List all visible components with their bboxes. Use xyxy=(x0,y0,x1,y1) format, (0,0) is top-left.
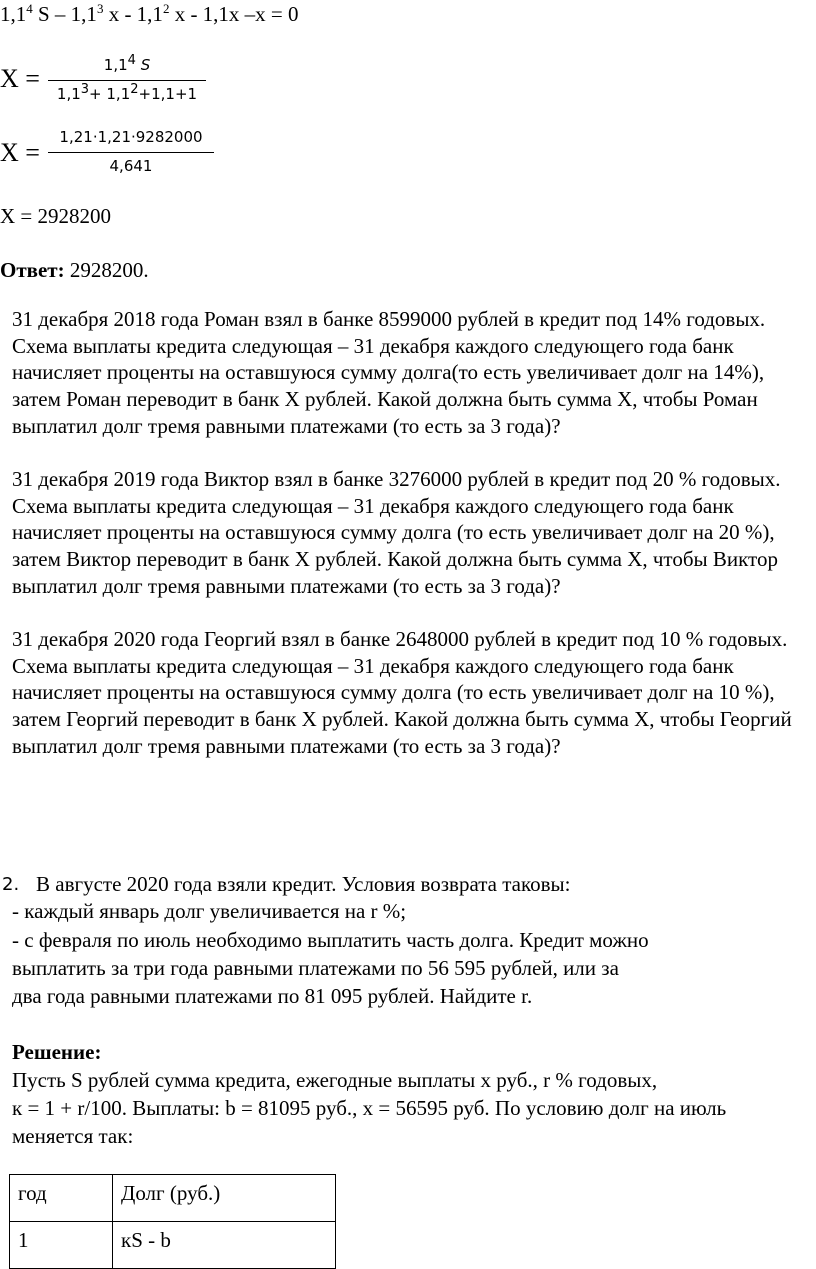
solution-line-3: меняется так: xyxy=(12,1124,134,1148)
problem-text-1: 31 декабря 2018 года Роман взял в банке 8599000 рублей в кредит под 14% годовых. Схема выплаты кредита следующая – 31 декабря каждого следующего года банк начисляет проценты на оставшуюся сумму долга(то есть увеличивает долг на 14%), затем Роман переводит в банк X рублей. Какой должна быть сумма X, чтобы Роман выплатил долг тремя равными платежами (то есть за 3 года)? xyxy=(12,307,766,438)
fraction-1-denominator: 1,13+ 1,12+1,1+1 xyxy=(56,82,198,103)
fraction-1-label: X = xyxy=(0,64,40,93)
fraction-1 xyxy=(48,53,206,103)
task-number: 2. xyxy=(2,874,20,895)
task-line-3: - с февраля по июль необходимо выплатить часть долга. Кредит можно xyxy=(12,928,649,952)
table-header-year: год xyxy=(10,1175,113,1222)
problem-text-2: 31 декабря 2019 года Виктор взял в банке 3276000 рублей в кредит под 20 % годовых. Схема выплаты кредита следующая – 31 декабря каждого следующего года банк начисляет проценты на оставшуюся сумму долга (то есть увеличивает долг на 20 %), затем Виктор переводит в банк X рублей. Какой должна быть сумма X, чтобы Виктор выплатил долг тремя равными платежами (то есть за 3 года)? xyxy=(12,467,781,598)
problem-text-3: 31 декабря 2020 года Георгий взял в банке 2648000 рублей в кредит под 10 % годовых. Схема выплаты кредита следующая – 31 декабря каждого следующего года банк начисляет проценты на оставшуюся сумму долга (то есть увеличивает долг на 10 %), затем Георгий переводит в банк X рублей. Какой должна быть сумма X, чтобы Георгий выплатил долг тремя равными платежами (то есть за 3 года)? xyxy=(12,627,792,758)
task-line-2: - каждый январь долг увеличивается на r %; xyxy=(12,899,407,923)
debt-table xyxy=(9,1174,336,1269)
table-row xyxy=(10,1222,336,1269)
solution-line-1: Пусть S рублей сумма кредита, ежегодные выплаты x руб., r % годовых, xyxy=(12,1068,658,1092)
fraction-2-label: X = xyxy=(0,138,40,167)
fraction-2-numerator: 1,21·1,21·9282000 xyxy=(59,128,203,146)
table-cell-debt: кS - b xyxy=(113,1222,336,1269)
task-line-4: выплатить за три года равными платежами по 56 595 рублей, или за xyxy=(12,956,619,980)
solution-line-2: к = 1 + r/100. Выплаты: b = 81095 руб., x = 56595 руб. По условию долг на июль xyxy=(12,1096,727,1120)
task-line-5: два года равными платежами по 81 095 рублей. Найдите r. xyxy=(12,984,533,1008)
task-line-1: В августе 2020 года взяли кредит. Условия возврата таковы: xyxy=(36,872,571,896)
answer: Ответ: 2928200. xyxy=(0,258,149,282)
x-result: X = 2928200 xyxy=(0,204,112,228)
solution-heading: Решение: xyxy=(12,1040,102,1064)
table-header-row xyxy=(10,1175,336,1222)
fraction-2-denominator: 4,641 xyxy=(109,157,153,175)
table-cell-year: 1 xyxy=(10,1222,113,1269)
equation-line: $1,1^4$ S – $1,1^3$ x - $1,1^2$ x - 1,1x –x = 0 xyxy=(0,1,299,26)
fraction-2 xyxy=(48,128,214,175)
table-header-debt: Долг (руб.) xyxy=(113,1175,336,1222)
fraction-1-numerator: 1,14 S xyxy=(103,53,151,74)
